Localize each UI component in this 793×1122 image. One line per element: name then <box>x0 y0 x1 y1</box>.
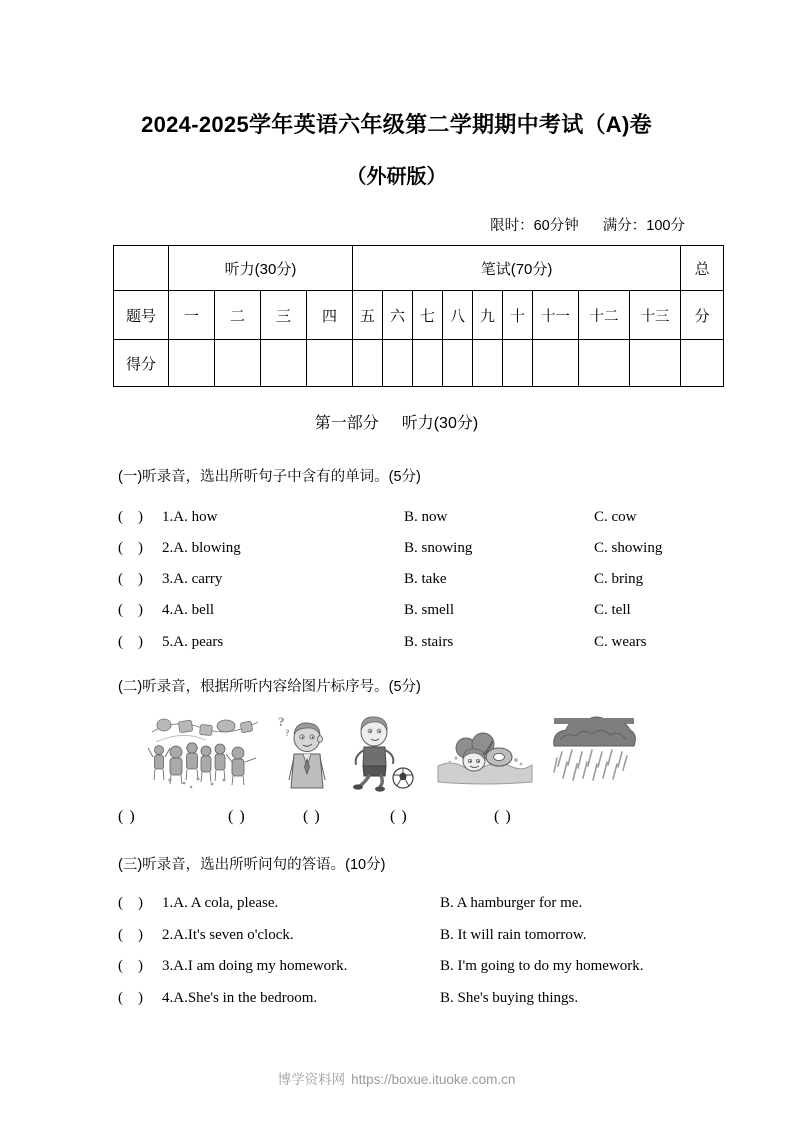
option-a[interactable]: A.I am doing my homework. <box>173 958 348 974</box>
exam-meta <box>490 214 685 235</box>
time-limit-text: 限时：60分钟 <box>490 218 579 234</box>
qnum-cell-13: 十三 <box>630 291 681 340</box>
answer-bracket[interactable]: ( ) <box>118 509 143 525</box>
section-one-item-4: ( ) 4.A. bell B. smell C. tell <box>118 602 631 618</box>
qnum-cell-3: 三 <box>261 291 307 340</box>
option-c[interactable]: C. cow <box>594 509 637 525</box>
qnum-cell-5: 五 <box>353 291 383 340</box>
full-marks-text: 满分：100分 <box>602 218 685 234</box>
score-cell-2[interactable] <box>215 340 261 387</box>
picture-strip <box>118 712 738 794</box>
option-a[interactable]: A. bell <box>173 602 215 618</box>
corner-cell <box>114 246 169 291</box>
option-a[interactable]: A. blowing <box>173 540 241 556</box>
section-two-heading: (二)听录音，根据所听内容给图片标序号。(5分) <box>118 679 421 695</box>
option-b[interactable]: B. She's buying things. <box>440 990 579 1006</box>
watermark-site-url: https://boxue.ituoke.com.cn <box>351 1072 516 1087</box>
option-a[interactable]: A. how <box>173 509 218 525</box>
option-c[interactable]: C. bring <box>594 571 644 587</box>
part-one-name: 听力(30分) <box>401 415 479 432</box>
watermark-site-name: 博学资料网 <box>277 1072 346 1087</box>
option-a[interactable]: A.It's seven o'clock. <box>173 927 294 943</box>
score-cell-1[interactable] <box>169 340 215 387</box>
item-number: 1 <box>162 509 170 525</box>
item-number: 4 <box>162 602 170 618</box>
option-a[interactable]: A. A cola, please. <box>173 895 279 911</box>
option-b[interactable]: B. snowing <box>404 540 473 556</box>
qnum-cell-4: 四 <box>307 291 353 340</box>
section-three-item-1: ( ) 1.A. A cola, please. B. A hamburger for me. <box>118 895 583 911</box>
answer-bracket[interactable]: ( ) <box>118 540 143 556</box>
score-row-label: 得分 <box>114 340 169 387</box>
qnum-cell-10: 十 <box>503 291 533 340</box>
option-b[interactable]: B. smell <box>404 602 455 618</box>
option-b[interactable]: B. A hamburger for me. <box>440 895 583 911</box>
part-one-heading <box>0 410 793 433</box>
table-row-scores <box>114 340 724 387</box>
qnum-cell-9: 九 <box>473 291 503 340</box>
page-title: 2024-2025学年英语六年级第二学期期中考试（A)卷 <box>141 112 652 137</box>
picture-answer-slot-1[interactable]: ( ) <box>118 808 136 825</box>
score-cell-10[interactable] <box>503 340 533 387</box>
answer-bracket[interactable]: ( ) <box>118 958 143 974</box>
picture-answer-slot-4[interactable]: ( ) <box>390 808 408 825</box>
item-number: 2 <box>162 927 170 943</box>
qnum-cell-8: 八 <box>443 291 473 340</box>
option-b[interactable]: B. I'm going to do my homework. <box>440 958 644 974</box>
option-c[interactable]: C. tell <box>594 602 631 618</box>
boy-playing-football-picture <box>346 712 418 792</box>
footer-watermark <box>0 1068 793 1088</box>
score-cell-4[interactable] <box>307 340 353 387</box>
option-a[interactable]: A. pears <box>173 634 224 650</box>
item-number: 3 <box>162 958 170 974</box>
item-number: 4 <box>162 990 170 1006</box>
score-cell-6[interactable] <box>383 340 413 387</box>
score-cell-7[interactable] <box>413 340 443 387</box>
page-subtitle: （外研版） <box>346 166 447 188</box>
section-two-answer-row <box>118 808 738 834</box>
section-three-item-2: ( ) 2.A.It's seven o'clock. B. It will rain tomorrow. <box>118 927 587 943</box>
section-three-heading: (三)听录音，选出所听问句的答语。(10分) <box>118 857 386 873</box>
score-cell-9[interactable] <box>473 340 503 387</box>
answer-bracket[interactable]: ( ) <box>118 927 143 943</box>
section-one-heading: (一)听录音，选出所听句子中含有的单词。(5分) <box>118 469 421 485</box>
picture-answer-slot-2[interactable]: ( ) <box>228 808 246 825</box>
svg-text:?: ? <box>278 714 285 729</box>
section-three-item-3: ( ) 3.A.I am doing my homework. B. I'm going to do my homework. <box>118 958 644 974</box>
option-b[interactable]: B. now <box>404 509 448 525</box>
table-row-question-numbers <box>114 291 724 340</box>
option-c[interactable]: C. wears <box>594 634 647 650</box>
option-b[interactable]: B. It will rain tomorrow. <box>440 927 587 943</box>
option-c[interactable]: C. showing <box>594 540 663 556</box>
picture-answer-slot-3[interactable]: ( ) <box>303 808 321 825</box>
section-one-item-5: ( ) 5.A. pears B. stairs C. wears <box>118 634 647 650</box>
option-b[interactable]: B. take <box>404 571 447 587</box>
answer-bracket[interactable]: ( ) <box>118 571 143 587</box>
score-cell-8[interactable] <box>443 340 473 387</box>
score-cell-12[interactable] <box>579 340 630 387</box>
score-cell-5[interactable] <box>353 340 383 387</box>
section-three-item-4: ( ) 4.A.She's in the bedroom. B. She's buying things. <box>118 990 579 1006</box>
score-table <box>113 245 724 387</box>
table-row-sections <box>114 246 724 291</box>
item-number: 2 <box>162 540 170 556</box>
man-thinking-picture <box>276 712 332 792</box>
score-cell-11[interactable] <box>533 340 579 387</box>
qnum-cell-2: 二 <box>215 291 261 340</box>
picture-answer-slot-5[interactable]: ( ) <box>494 808 512 825</box>
total-header-top: 总 <box>681 246 724 291</box>
option-b[interactable]: B. stairs <box>404 634 454 650</box>
answer-bracket[interactable]: ( ) <box>118 990 143 1006</box>
answer-bracket[interactable]: ( ) <box>118 634 143 650</box>
qnum-cell-11: 十一 <box>533 291 579 340</box>
total-header-bottom: 分 <box>681 291 724 340</box>
written-section-header: 笔试(70分) <box>353 246 681 291</box>
children-swimming-picture <box>436 712 536 792</box>
item-number: 3 <box>162 571 170 587</box>
item-number: 1 <box>162 895 170 911</box>
party-crowd-celebration-picture <box>146 712 264 792</box>
qnum-cell-12: 十二 <box>579 291 630 340</box>
question-number-label: 题号 <box>114 291 169 340</box>
qnum-cell-7: 七 <box>413 291 443 340</box>
svg-text:?: ? <box>285 728 290 738</box>
score-cell-13[interactable] <box>630 340 681 387</box>
score-cell-3[interactable] <box>261 340 307 387</box>
section-one-item-1: ( ) 1.A. how B. now C. cow <box>118 509 637 525</box>
answer-bracket[interactable]: ( ) <box>118 602 143 618</box>
rain-cloud-picture <box>550 712 638 792</box>
item-number: 5 <box>162 634 170 650</box>
option-a[interactable]: A.She's in the bedroom. <box>173 990 318 1006</box>
section-one-item-3: ( ) 3.A. carry B. take C. bring <box>118 571 644 587</box>
qnum-cell-6: 六 <box>383 291 413 340</box>
part-one-label: 第一部分 <box>314 415 379 432</box>
option-a[interactable]: A. carry <box>173 571 223 587</box>
score-cell-total[interactable] <box>681 340 724 387</box>
section-one-item-2: ( ) 2.A. blowing B. snowing C. showing <box>118 540 663 556</box>
answer-bracket[interactable]: ( ) <box>118 895 143 911</box>
listening-section-header: 听力(30分) <box>169 246 353 291</box>
qnum-cell-1: 一 <box>169 291 215 340</box>
